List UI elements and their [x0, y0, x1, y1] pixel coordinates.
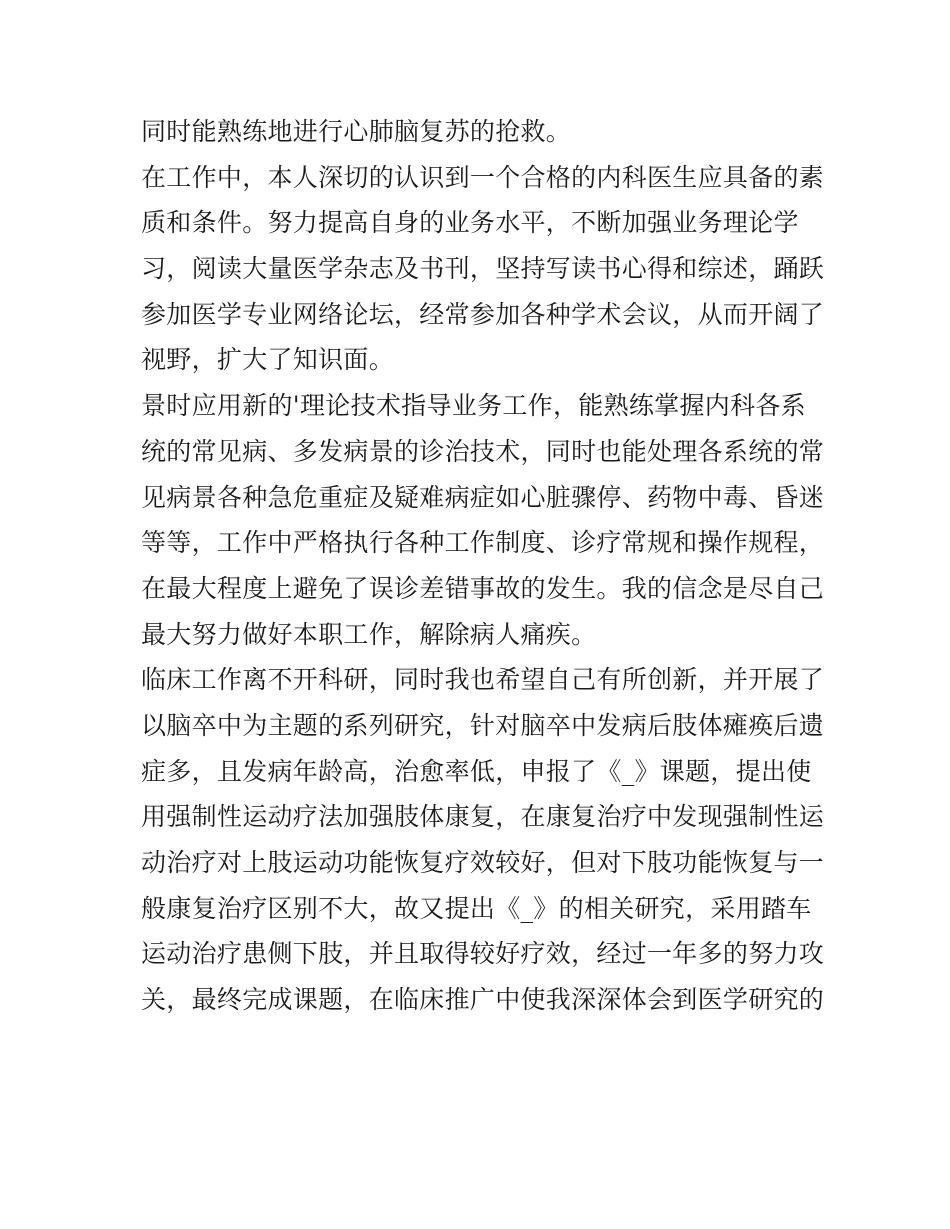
text-line: 统的常见病、多发病景的诊治技术，同时也能处理各系统的常 — [141, 436, 825, 466]
text-line: 习，阅读大量医学杂志及书刊，坚持写读书心得和综述，踊跃 — [141, 254, 825, 284]
text-line: 质和条件。努力提高自身的业务水平，不断加强业务理论学 — [141, 208, 799, 238]
text-line: 般康复治疗区别不大，故又提出《_》的相关研究，采用踏车 — [141, 893, 812, 923]
text-line: 参加医学专业网络论坛，经常参加各种学术会议，从而开阔了 — [141, 299, 825, 329]
text-line: 视野，扩大了知识面。 — [141, 345, 395, 375]
text-line: 同时能熟练地进行心肺脑复苏的抢救。 — [141, 117, 572, 146]
text-line: 动治疗对上肢运动功能恢复疗效较好，但对下肢功能恢复与一 — [141, 848, 825, 877]
text-line: 在工作中，本人深切的认识到一个合格的内科医生应具备的素 — [141, 162, 825, 192]
text-line: 运动治疗患侧下肢，并且取得较好疗效，经过一年多的努力攻 — [141, 939, 825, 969]
text-line: 症多，且发病年龄高，治愈率低，申报了《_》课题，提出使 — [141, 756, 812, 786]
body-text — [141, 109, 825, 1023]
text-line: 用强制性运动疗法加强肢体康复，在康复治疗中发现强制性运 — [141, 802, 825, 832]
text-line: 见病景各种急危重症及疑难病症如心脏骤停、药物中毒、昏迷 — [141, 482, 825, 512]
text-line: 临床工作离不开科研，同时我也希望自己有所创新，并开展了 — [141, 665, 825, 695]
text-line: 关，最终完成课题，在临床推广中使我深深体会到医学研究的 — [141, 985, 825, 1015]
text-line: 景时应用新的'理论技术指导业务工作，能熟练掌握内科各系 — [141, 391, 806, 421]
text-line: 以脑卒中为主题的系列研究，针对脑卒中发病后肢体瘫痪后遗 — [141, 710, 825, 740]
text-line: 最大努力做好本职工作，解除病人痛疾。 — [141, 619, 597, 649]
text-line: 在最大程度上避免了误诊差错事故的发生。我的信念是尽自己 — [141, 573, 825, 603]
text-line: 等等，工作中严格执行各种工作制度、诊疗常规和操作规程， — [141, 528, 825, 558]
